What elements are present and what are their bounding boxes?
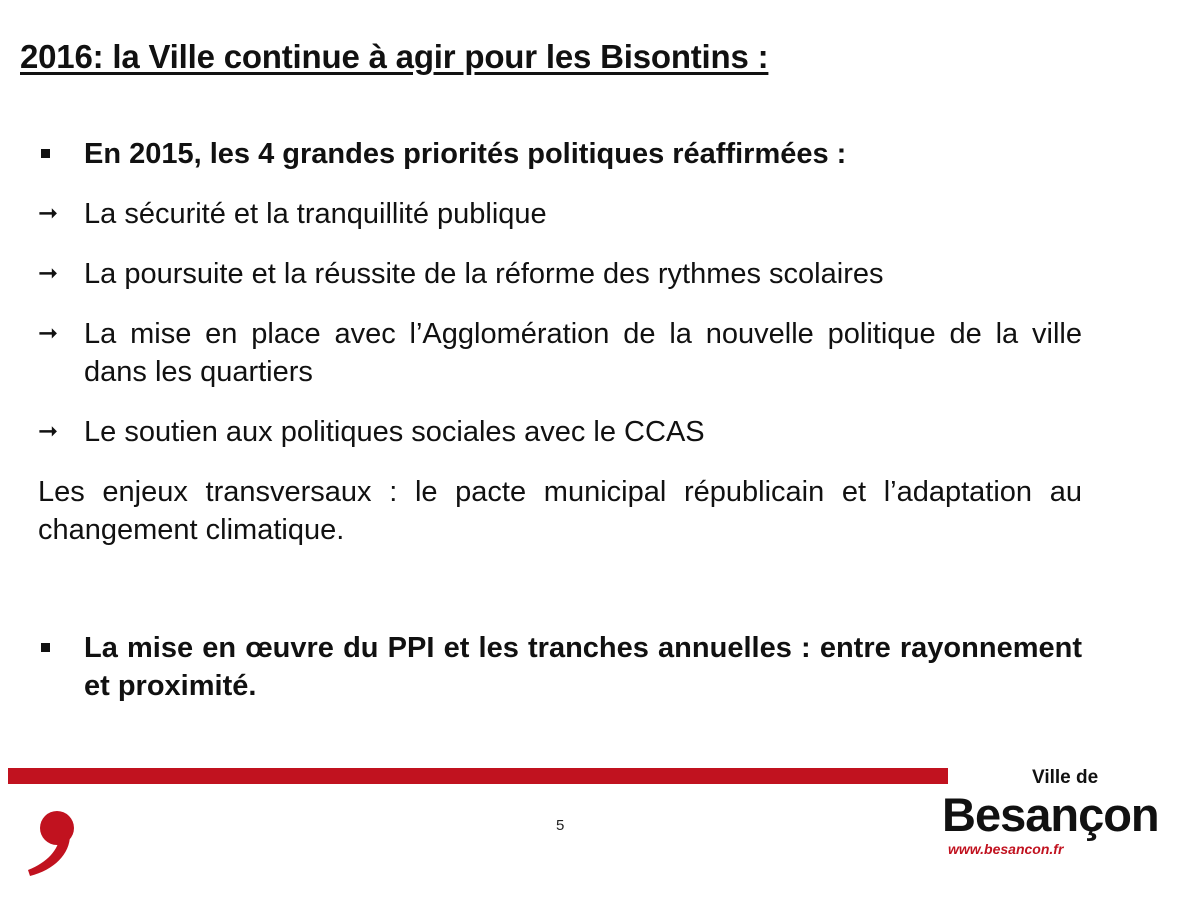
bullet-text: En 2015, les 4 grandes priorités politiques réaffirmées : — [84, 138, 847, 170]
transversal-paragraph: Les enjeux transversaux : le pacte municipal républicain et l’adaptation au changement climatique. — [38, 476, 1082, 546]
arrow-item: ➞ La mise en place avec l’Agglomération de la nouvelle politique de la ville dans les quartiers — [38, 315, 1082, 391]
page-number: 5 — [556, 817, 565, 834]
slide-content — [38, 135, 1082, 705]
slide-title: 2016: la Ville continue à agir pour les Bisontins : — [20, 38, 769, 75]
arrow-item-text: Le soutien aux politiques sociales avec le CCAS — [84, 416, 705, 448]
bullet-item — [38, 135, 1082, 173]
brand-name: Besançon — [942, 788, 1159, 841]
arrow-item: ➞ Le soutien aux politiques sociales avec le CCAS — [38, 413, 1082, 451]
bullet-item — [38, 629, 1082, 705]
arrow-item-text: La mise en place avec l’Agglomération de la nouvelle politique de la ville dans les quartiers — [84, 318, 1082, 388]
arrow-item: ➞ La sécurité et la tranquillité publique — [38, 195, 1082, 233]
arrow-item: ➞ La poursuite et la réussite de la réforme des rythmes scolaires — [38, 255, 1082, 293]
comma-logo-icon — [22, 808, 82, 885]
besancon-brand-logo — [940, 765, 1160, 865]
bullet-text: La mise en œuvre du PPI et les tranches annuelles : entre rayonnement et proximité. — [84, 632, 1082, 702]
brand-small-text: Ville de — [1032, 767, 1099, 788]
arrow-item-text: La poursuite et la réussite de la réforme des rythmes scolaires — [84, 258, 884, 290]
brand-url: www.besancon.fr — [948, 841, 1064, 857]
red-divider-bar — [8, 768, 948, 784]
arrow-item-text: La sécurité et la tranquillité publique — [84, 198, 547, 230]
